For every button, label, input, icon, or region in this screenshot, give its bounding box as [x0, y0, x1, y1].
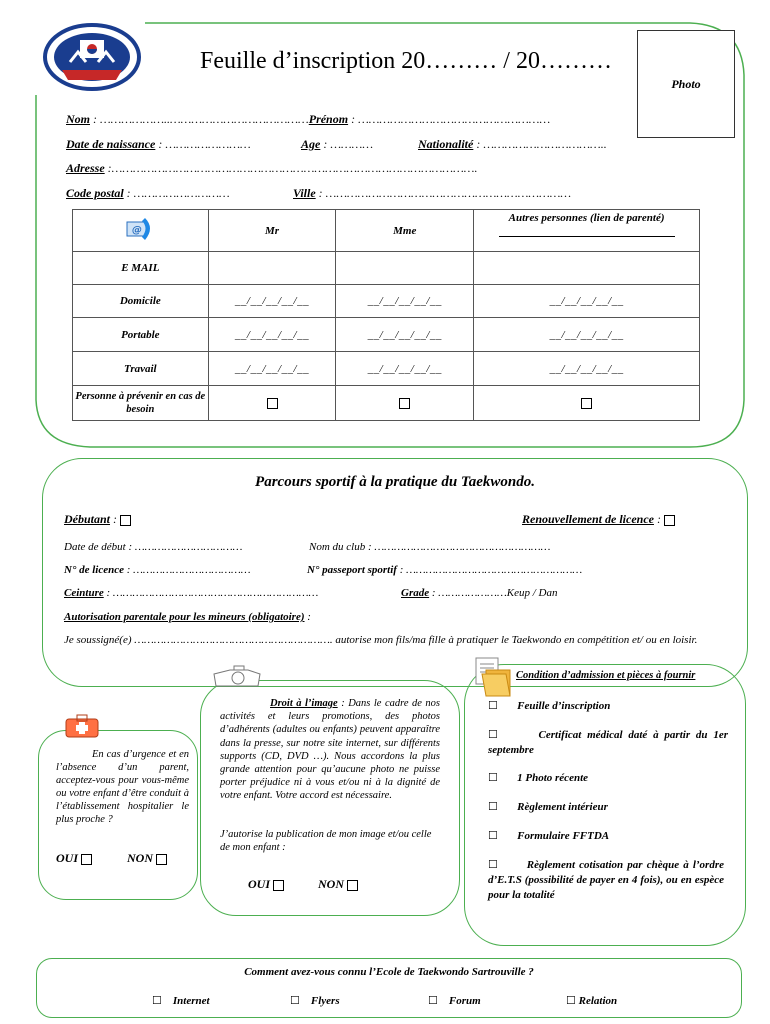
adresse-line[interactable]: Adresse :………………………………………………………………………………………….	[66, 161, 478, 175]
ville-line[interactable]: Ville : ……………………………………………………………	[293, 186, 572, 200]
domicile-autres-cell[interactable]: __/__/__/__/__	[474, 285, 700, 318]
header-autres: Autres personnes (lien de parenté)	[474, 210, 700, 252]
list-item[interactable]: ☐ Formulaire FFTDA	[488, 830, 610, 842]
table-row: Portable __/__/__/__/__ __/__/__/__/__ __/__/__/__/__	[73, 318, 700, 352]
image-autorise-text: J’autorise la publication de mon image et/ou celle de mon enfant :	[220, 829, 432, 854]
list-item[interactable]: ☐ Feuille d’inscription	[488, 700, 611, 712]
travail-mme-cell[interactable]: __/__/__/__/__	[336, 352, 474, 386]
renouvellement-checkbox[interactable]	[664, 515, 675, 526]
renouvellement-option[interactable]: Renouvellement de licence :	[522, 512, 675, 527]
soussigne-text: Je soussigné(e) ……………………………………………………. autorise mon fils/ma fille à pratiquer le Taekwondo en compétition et/ ou en loisir.	[64, 634, 698, 646]
footer-option-relation[interactable]: ☐ Relation	[566, 995, 618, 1007]
list-item[interactable]: ☐ Certificat médical daté à partir du 1er septembre	[488, 729, 728, 756]
nationalite-line[interactable]: Nationalité : ……………………………..	[418, 137, 607, 151]
photo-box[interactable]	[637, 30, 735, 138]
list-item[interactable]: ☐ Règlement cotisation par chèque à l’ordre d’E.T.S (possibilité de payer en 4 fois), ou en espèce pour la totalité	[488, 859, 724, 901]
licence-line[interactable]: N° de licence : ………………………………	[64, 564, 251, 576]
dob-line[interactable]: Date de naissance : ……………………	[66, 137, 251, 151]
grade-line[interactable]: Grade : …………………Keup / Dan	[401, 587, 558, 599]
table-row: Domicile __/__/__/__/__ __/__/__/__/__ __/__/__/__/__	[73, 285, 700, 318]
portable-autres-cell[interactable]: __/__/__/__/__	[474, 318, 700, 352]
svg-text:@: @	[132, 225, 143, 236]
image-oui-option[interactable]: OUI	[248, 877, 284, 892]
header-mme: Mme	[336, 210, 474, 252]
list-item[interactable]: ☐ Règlement intérieur	[488, 801, 608, 813]
urgence-text: En cas d’urgence et en l’absence d’un parent, acceptez-vous pour vous-même ou votre enfant d’être conduit à l’établissement hospitalier le plus proche ?	[56, 749, 189, 825]
table-row: Travail __/__/__/__/__ __/__/__/__/__ __/__/__/__/__	[73, 352, 700, 386]
portable-mr-cell[interactable]: __/__/__/__/__	[208, 318, 336, 352]
emergency-mme-checkbox[interactable]	[336, 386, 474, 421]
age-line[interactable]: Age : …………	[301, 137, 374, 151]
list-item[interactable]: ☐ 1 Photo récente	[488, 772, 589, 784]
first-aid-icon	[64, 713, 100, 744]
folder-icon	[472, 656, 512, 703]
date-debut-line[interactable]: Date de début : ……………………………	[64, 541, 243, 553]
parcours-title: Parcours sportif à la pratique du Taekwondo.	[255, 474, 535, 490]
emergency-mr-checkbox[interactable]	[208, 386, 336, 421]
conditions-title: Condition d’admission et pièces à fournir	[516, 670, 696, 681]
debutant-option[interactable]: Débutant :	[64, 512, 131, 527]
footer-option-flyers[interactable]: ☐ Flyers	[290, 995, 340, 1007]
page-title: Feuille d’inscription 20……… / 20………	[200, 48, 612, 74]
image-rights-text: Droit à l’image : Dans le cadre de nos activités et leurs promotions, des photos d’adhérents (adultes ou enfants) peuvent apparaître dans la presse, sur notre site internet, sur différents supports (CD, DVD …). Nous accordons la plus grande attention pour qu’aucune photo ne puisse porter préjudice ni à vous et/ou ni à la dignité de votre enfant. Votre accord est nécessaire.	[220, 698, 440, 802]
club-logo	[42, 22, 142, 92]
autres-line	[499, 236, 675, 237]
header-mr: Mr	[208, 210, 336, 252]
footer-option-forum[interactable]: ☐ Forum	[428, 995, 481, 1007]
table-row: Personne à prévenir en cas de besoin	[73, 386, 700, 421]
nom-club-line[interactable]: Nom du club : ………………………………………………	[309, 541, 551, 553]
portable-mme-cell[interactable]: __/__/__/__/__	[336, 318, 474, 352]
footer-question: Comment avez-vous connu l’Ecole de Taekwondo Sartrouville ?	[244, 966, 534, 978]
debutant-checkbox[interactable]	[120, 515, 131, 526]
email-mr-cell[interactable]	[208, 252, 336, 285]
ceinture-line[interactable]: Ceinture : ………………………………………………………	[64, 587, 319, 599]
email-mme-cell[interactable]	[336, 252, 474, 285]
passeport-line[interactable]: N° passeport sportif : ………………………………………………	[307, 564, 583, 576]
photo-label: Photo	[671, 76, 701, 91]
urgence-non-option[interactable]: NON	[127, 851, 167, 866]
camera-icon	[208, 664, 266, 695]
image-non-option[interactable]: NON	[318, 877, 358, 892]
nom-line[interactable]: Nom : ………………..…………………………………Prénom : ………………………………………………	[66, 112, 551, 126]
email-phone-icon	[73, 210, 209, 252]
contact-table	[72, 209, 700, 421]
domicile-mr-cell[interactable]: __/__/__/__/__	[208, 285, 336, 318]
travail-autres-cell[interactable]: __/__/__/__/__	[474, 352, 700, 386]
footer-option-internet[interactable]: ☐ Internet	[152, 995, 210, 1007]
emergency-autres-checkbox[interactable]	[474, 386, 700, 421]
autorisation-heading: Autorisation parentale pour les mineurs (obligatoire) :	[64, 611, 311, 623]
domicile-mme-cell[interactable]: __/__/__/__/__	[336, 285, 474, 318]
table-row: E MAIL	[73, 252, 700, 285]
travail-mr-cell[interactable]: __/__/__/__/__	[208, 352, 336, 386]
email-autres-cell[interactable]	[474, 252, 700, 285]
urgence-oui-option[interactable]: OUI	[56, 851, 92, 866]
code-postal-line[interactable]: Code postal : ………………………	[66, 186, 230, 200]
